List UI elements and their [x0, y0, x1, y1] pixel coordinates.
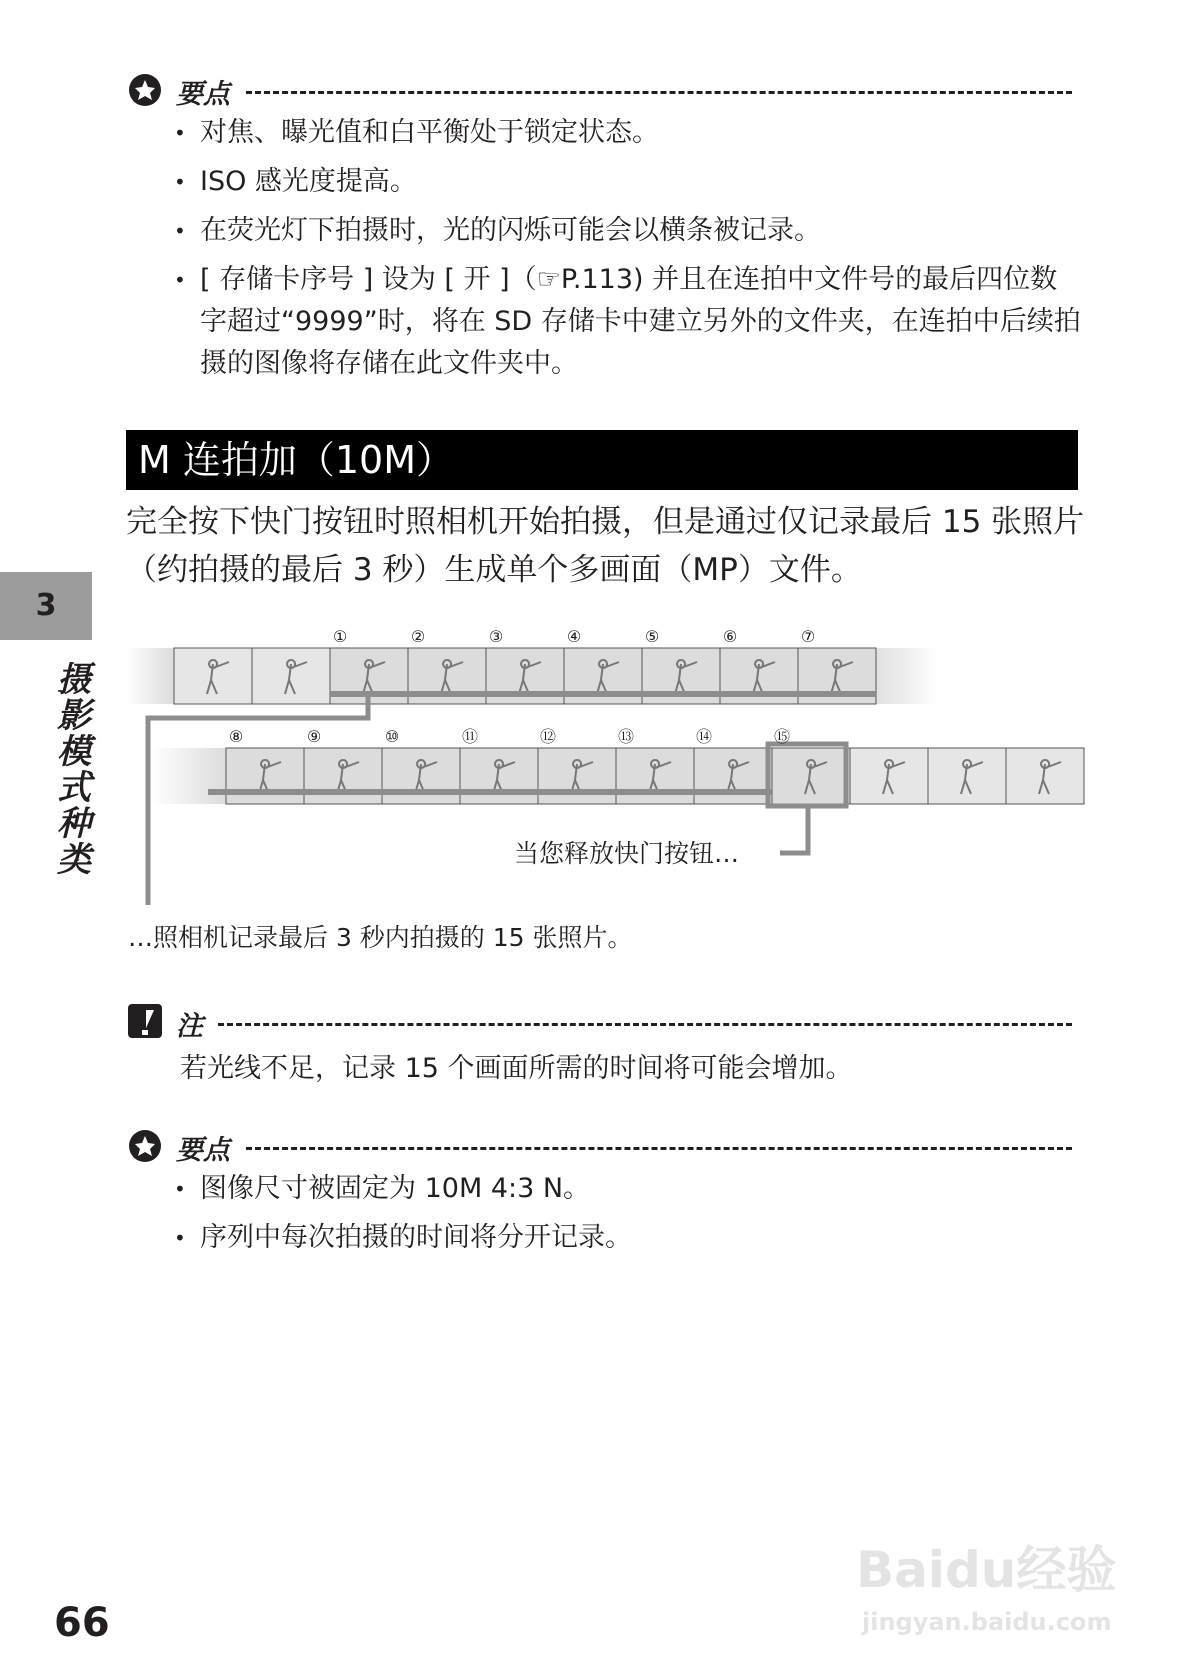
photo-frame: [772, 748, 850, 804]
hint-item: • 对焦、曝光值和白平衡处于锁定状态。: [172, 112, 1082, 154]
hint-item: • 序列中每次拍摄的时间将分开记录。: [172, 1217, 1082, 1259]
frame-number: ④: [566, 627, 582, 646]
frame-number: ⑪: [461, 727, 479, 746]
note-text: 若光线不足，记录 15 个画面所需的时间将可能会增加。: [180, 1053, 853, 1084]
hint-header-2: [126, 1126, 1072, 1166]
section-intro: 完全按下快门按钮时照相机开始拍摄，但是通过仅记录最后 15 张照片（约拍摄的最后 3 秒）生成单个多画面（MP）文件。: [126, 504, 1085, 588]
photo-frame: [252, 648, 330, 704]
watermark-url: jingyan.baidu.com: [862, 1608, 1112, 1636]
frames-row-2: [226, 748, 1084, 804]
frame-number: ③: [488, 627, 504, 646]
note-title: 注: [176, 1011, 203, 1042]
hint-item: • 在荧光灯下拍摄时，光的闪烁可能会以横条被记录。: [172, 210, 1082, 252]
frame-numbers-row-2: [229, 727, 790, 746]
section-title: M 连拍加（10M）: [126, 430, 1078, 490]
hint-title: 要点: [176, 79, 230, 110]
photo-frame: [1006, 748, 1084, 804]
frame-number: ⑦: [800, 627, 816, 646]
hint-divider: [246, 1147, 1072, 1150]
frame-number: ⑮: [773, 727, 791, 746]
pencil-icon: [126, 1002, 164, 1040]
photo-frame: [382, 748, 460, 804]
hint-item: • 图像尺寸被固定为 10M 4:3 N。: [172, 1168, 1082, 1210]
frame-number: ⑤: [644, 627, 660, 646]
frame-number: ⑥: [722, 627, 738, 646]
photo-frame: [694, 748, 772, 804]
photo-frame: [850, 748, 928, 804]
photo-frame: [174, 648, 252, 704]
frame-number: ⑫: [539, 727, 557, 746]
chapter-label: 摄影模式种类: [57, 660, 91, 880]
diagram-caption: …照相机记录最后 3 秒内拍摄的 15 张照片。: [128, 923, 633, 952]
hint-divider: [246, 91, 1072, 94]
note-divider: [218, 1023, 1072, 1026]
frame-number: ①: [332, 627, 348, 646]
photo-frame: [304, 748, 382, 804]
note-header: [126, 1002, 1072, 1042]
hint-title: 要点: [176, 1135, 230, 1166]
hint-icon: [126, 1126, 164, 1164]
photo-frame: [616, 748, 694, 804]
frame-number: ⑭: [695, 727, 713, 746]
frame-number: ②: [410, 627, 426, 646]
page-number: 66: [54, 1600, 110, 1646]
hint-item: • [ 存储卡序号 ] 设为 [ 开 ]（☞P.113) 并且在连拍中文件号的最后四位数字超过“9999”时，将在 SD 存储卡中建立另外的文件夹，在连拍中后续拍摄的图像将存储在此文件夹中。: [172, 259, 1082, 385]
release-connector: [780, 806, 808, 853]
photo-frame: [226, 748, 304, 804]
photo-frame: [928, 748, 1006, 804]
frame-number: ⑬: [617, 727, 635, 746]
hint-list-2: [172, 1168, 1082, 1266]
watermark-logo: Baidu经验: [856, 1541, 1117, 1599]
frame-number: ⑧: [228, 727, 244, 746]
frame-numbers-row-1: [333, 627, 815, 646]
photo-frame: [538, 748, 616, 804]
hint-header: [126, 70, 1072, 110]
frame-number: ⑩: [384, 727, 400, 746]
release-label: 当您释放快门按钮…: [514, 839, 740, 868]
hint-item: • ISO 感光度提高。: [172, 161, 1082, 203]
hint-icon: [126, 70, 164, 108]
photo-frame: [460, 748, 538, 804]
burst-sequence-diagram: [0, 620, 1191, 920]
hint-list: [172, 112, 1082, 392]
frame-number: ⑨: [306, 727, 322, 746]
chapter-number: 3: [35, 588, 57, 623]
